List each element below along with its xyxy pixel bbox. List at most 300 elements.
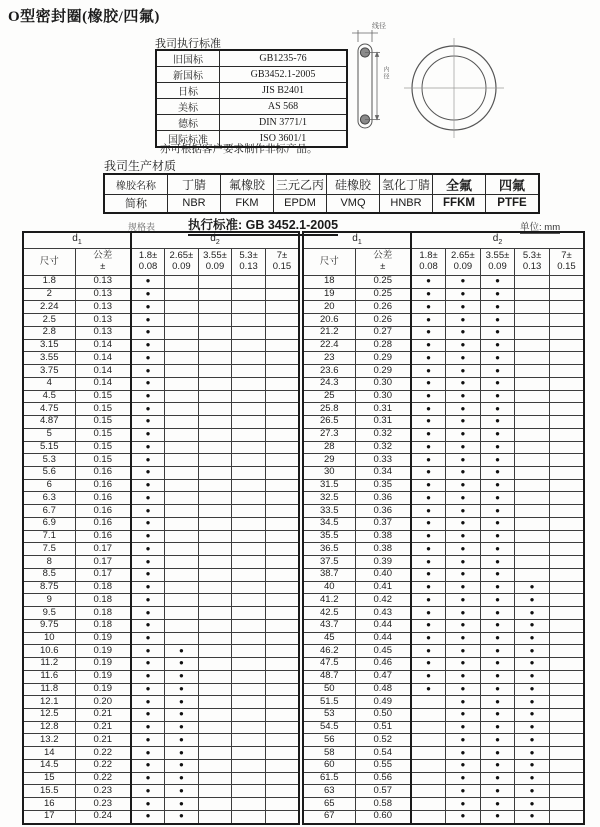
dot-cell — [131, 288, 165, 301]
dot-cell — [265, 632, 299, 645]
dot-cell — [411, 632, 446, 645]
dot-cell — [480, 467, 515, 480]
tolerance-cell: 0.60 — [355, 810, 411, 824]
size-cell: 2.24 — [23, 301, 75, 314]
spec-row — [23, 301, 299, 314]
spec-row — [303, 594, 584, 607]
materials-table-body — [104, 174, 539, 213]
tolerance-cell: 0.21 — [75, 721, 131, 734]
dot-cell — [265, 543, 299, 556]
availability-dot: ● — [495, 569, 500, 579]
dot-cell — [411, 556, 446, 569]
spec-row — [23, 403, 299, 416]
dot-cell — [198, 543, 232, 556]
availability-dot: ● — [460, 683, 466, 693]
availability-dot: ● — [495, 747, 500, 757]
spec-row — [23, 517, 299, 530]
size-cell: 10.6 — [23, 645, 75, 658]
availability-dot: ● — [145, 454, 151, 464]
dot-cell — [198, 581, 232, 594]
dot-cell — [549, 696, 584, 709]
dot-cell — [265, 390, 299, 403]
size-cell: 2.5 — [23, 314, 75, 327]
dot-cell — [265, 314, 299, 327]
dot-cell — [411, 696, 446, 709]
availability-dot: ● — [529, 607, 535, 617]
availability-dot: ● — [460, 276, 466, 286]
spec-row — [23, 276, 299, 289]
standard-name: 国际标准 — [156, 131, 220, 148]
dot-cell — [131, 785, 165, 798]
availability-dot: ● — [495, 454, 500, 464]
dot-cell — [446, 772, 481, 785]
dot-cell — [232, 810, 266, 824]
size-cell: 51.5 — [303, 696, 355, 709]
spec-row — [303, 670, 584, 683]
availability-dot: ● — [460, 480, 466, 490]
dot-cell — [411, 759, 446, 772]
availability-dot: ● — [145, 314, 151, 324]
dot-cell — [265, 556, 299, 569]
standard-row — [156, 83, 347, 99]
size-cell: 17 — [23, 810, 75, 824]
tolerance-cell: 0.25 — [355, 276, 411, 289]
tolerance-cell: 0.22 — [75, 772, 131, 785]
dot-cell — [232, 301, 266, 314]
material-name: 四氟 — [486, 174, 540, 195]
tolerance-cell: 0.18 — [75, 607, 131, 620]
size-cell: 56 — [303, 734, 355, 747]
standards-label: 我司执行标准 — [155, 38, 221, 50]
availability-dot: ● — [495, 365, 500, 375]
dot-cell — [131, 607, 165, 620]
dot-cell — [165, 416, 199, 429]
dot-cell — [549, 810, 584, 824]
spec-row — [303, 301, 584, 314]
availability-dot: ● — [495, 683, 500, 693]
availability-dot: ● — [495, 340, 500, 350]
availability-dot: ● — [426, 416, 431, 426]
dot-cell — [165, 301, 199, 314]
dot-cell — [515, 479, 550, 492]
tolerance-cell: 0.55 — [355, 759, 411, 772]
tolerance-cell: 0.19 — [75, 683, 131, 696]
size-cell: 2.8 — [23, 326, 75, 339]
availability-dot: ● — [529, 594, 535, 604]
dot-cell — [165, 810, 199, 824]
size-cell: 23.6 — [303, 365, 355, 378]
availability-dot: ● — [426, 403, 431, 413]
tolerance-cell: 0.14 — [75, 352, 131, 365]
tolerance-cell: 0.16 — [75, 517, 131, 530]
tolerance-cell: 0.51 — [355, 721, 411, 734]
availability-dot: ● — [495, 467, 500, 477]
dot-cell — [131, 759, 165, 772]
dot-cell — [131, 301, 165, 314]
dot-cell — [411, 467, 446, 480]
spec-col-header-row — [303, 249, 584, 276]
size-cell: 31.5 — [303, 479, 355, 492]
dot-cell — [165, 721, 199, 734]
spec-table — [302, 231, 585, 825]
availability-dot: ● — [460, 734, 466, 744]
dot-cell — [265, 377, 299, 390]
dot-cell — [131, 658, 165, 671]
dot-cell — [446, 721, 481, 734]
dot-cell — [131, 798, 165, 811]
tolerance-cell: 0.13 — [75, 288, 131, 301]
dot-cell — [232, 708, 266, 721]
availability-dot: ● — [460, 773, 466, 783]
availability-dot: ● — [460, 620, 466, 630]
spec-row — [23, 352, 299, 365]
dot-cell — [131, 632, 165, 645]
dot-cell — [515, 416, 550, 429]
dot-cell — [265, 479, 299, 492]
dot-cell — [198, 785, 232, 798]
d1-header: $d_1$ — [23, 232, 131, 249]
tolerance-cell: 0.18 — [75, 581, 131, 594]
dot-cell — [265, 416, 299, 429]
availability-dot: ● — [529, 734, 535, 744]
availability-dot: ● — [529, 709, 535, 719]
dot-cell — [480, 734, 515, 747]
availability-dot: ● — [145, 518, 151, 528]
dot-cell — [232, 530, 266, 543]
size-cell: 8.75 — [23, 581, 75, 594]
dot-cell — [265, 747, 299, 760]
dot-cell — [515, 619, 550, 632]
dot-cell — [549, 416, 584, 429]
availability-dot: ● — [460, 441, 466, 451]
spec-row — [23, 645, 299, 658]
tolerance-cell: 0.32 — [355, 441, 411, 454]
dot-cell — [232, 543, 266, 556]
dot-cell — [411, 517, 446, 530]
availability-dot: ● — [460, 594, 466, 604]
tolerance-cell: 0.13 — [75, 314, 131, 327]
d2-col-header: 2.65± 0.09 — [446, 249, 481, 276]
dot-cell — [232, 619, 266, 632]
tolerance-cell: 0.22 — [75, 747, 131, 760]
size-cell: 33.5 — [303, 505, 355, 518]
size-cell: 16 — [23, 798, 75, 811]
availability-dot: ● — [495, 658, 500, 668]
spec-row — [23, 416, 299, 429]
size-cell: 7.1 — [23, 530, 75, 543]
spec-row — [303, 759, 584, 772]
dot-cell — [131, 276, 165, 289]
dot-cell — [232, 594, 266, 607]
dot-cell — [198, 530, 232, 543]
tolerance-cell: 0.58 — [355, 798, 411, 811]
spec-row — [303, 785, 584, 798]
dot-cell — [165, 505, 199, 518]
availability-dot: ● — [426, 441, 431, 451]
size-cell: 4 — [23, 377, 75, 390]
dot-cell — [446, 467, 481, 480]
standard-row — [156, 99, 347, 115]
size-cell: 12.1 — [23, 696, 75, 709]
availability-dot: ● — [145, 683, 151, 693]
dot-cell — [232, 276, 266, 289]
tolerance-cell: 0.23 — [75, 798, 131, 811]
dot-cell — [446, 403, 481, 416]
tolerance-cell: 0.47 — [355, 670, 411, 683]
availability-dot: ● — [426, 492, 431, 502]
spec-row — [303, 696, 584, 709]
dot-cell — [515, 721, 550, 734]
wire-diameter-label: 线径 — [372, 22, 386, 30]
availability-dot: ● — [426, 556, 431, 566]
dot-cell — [480, 441, 515, 454]
size-cell: 11.8 — [23, 683, 75, 696]
availability-dot: ● — [178, 734, 184, 744]
size-cell: 5.3 — [23, 454, 75, 467]
availability-dot: ● — [460, 352, 466, 362]
availability-dot: ● — [529, 671, 535, 681]
dot-cell — [131, 492, 165, 505]
oring-front-view — [404, 38, 504, 138]
availability-dot: ● — [426, 314, 431, 324]
dot-cell — [446, 479, 481, 492]
spec-row — [303, 683, 584, 696]
spec-d-header-row — [23, 232, 299, 249]
dot-cell — [480, 301, 515, 314]
dot-cell — [198, 734, 232, 747]
dot-cell — [480, 658, 515, 671]
standard-row — [156, 50, 347, 67]
spec-row — [303, 314, 584, 327]
spec-row — [23, 772, 299, 785]
tolerance-cell: 0.19 — [75, 658, 131, 671]
dot-cell — [480, 276, 515, 289]
dot-cell — [165, 798, 199, 811]
spec-row — [23, 721, 299, 734]
dot-cell — [232, 658, 266, 671]
availability-dot: ● — [426, 505, 431, 515]
size-cell: 11.6 — [23, 670, 75, 683]
availability-dot: ● — [426, 543, 431, 553]
availability-dot: ● — [495, 671, 500, 681]
size-cell: 14 — [23, 747, 75, 760]
material-name: 三元乙丙 — [274, 174, 327, 195]
dot-cell — [480, 696, 515, 709]
dot-cell — [165, 441, 199, 454]
dot-cell — [549, 377, 584, 390]
dot-cell — [232, 607, 266, 620]
dot-cell — [446, 454, 481, 467]
tolerance-cell: 0.13 — [75, 326, 131, 339]
availability-dot: ● — [145, 429, 151, 439]
availability-dot: ● — [426, 467, 431, 477]
dot-cell — [549, 747, 584, 760]
availability-dot: ● — [145, 632, 151, 642]
dot-cell — [198, 683, 232, 696]
dot-cell — [131, 581, 165, 594]
standard-row — [156, 115, 347, 131]
dot-cell — [198, 747, 232, 760]
d2-col-header: 5.3± 0.13 — [232, 249, 266, 276]
size-cell: 10 — [23, 632, 75, 645]
dot-cell — [165, 594, 199, 607]
dot-cell — [549, 352, 584, 365]
availability-dot: ● — [426, 683, 431, 693]
size-cell: 25.8 — [303, 403, 355, 416]
dot-cell — [480, 454, 515, 467]
dot-cell — [549, 301, 584, 314]
dot-cell — [165, 632, 199, 645]
tolerance-cell: 0.24 — [75, 810, 131, 824]
dot-cell — [411, 734, 446, 747]
tolerance-cell: 0.15 — [75, 403, 131, 416]
dot-cell — [411, 479, 446, 492]
spec-row — [303, 708, 584, 721]
spec-row — [23, 708, 299, 721]
dot-cell — [265, 568, 299, 581]
spec-row — [303, 658, 584, 671]
availability-dot: ● — [145, 594, 151, 604]
spec-row — [23, 428, 299, 441]
spec-row — [303, 645, 584, 658]
dot-cell — [198, 619, 232, 632]
availability-dot: ● — [145, 582, 151, 592]
dot-cell — [411, 314, 446, 327]
dot-cell — [131, 314, 165, 327]
tolerance-cell: 0.25 — [355, 288, 411, 301]
dot-cell — [165, 467, 199, 480]
availability-dot: ● — [495, 632, 500, 642]
availability-dot: ● — [495, 518, 500, 528]
dot-cell — [515, 594, 550, 607]
availability-dot: ● — [460, 301, 466, 311]
availability-dot: ● — [495, 785, 500, 795]
availability-dot: ● — [426, 632, 431, 642]
availability-dot: ● — [426, 645, 431, 655]
spec-row — [23, 492, 299, 505]
availability-dot: ● — [145, 416, 151, 426]
tolerance-cell: 0.35 — [355, 479, 411, 492]
size-cell: 11.2 — [23, 658, 75, 671]
dot-cell — [411, 530, 446, 543]
dot-cell — [446, 492, 481, 505]
availability-dot: ● — [426, 391, 431, 401]
tolerance-cell: 0.16 — [75, 467, 131, 480]
tolerance-cell: 0.37 — [355, 517, 411, 530]
dot-cell — [411, 365, 446, 378]
spec-row — [303, 747, 584, 760]
availability-dot: ● — [495, 620, 500, 630]
dot-cell — [165, 288, 199, 301]
tolerance-cell: 0.31 — [355, 416, 411, 429]
dot-cell — [515, 645, 550, 658]
dot-cell — [515, 454, 550, 467]
material-names-row — [104, 174, 539, 195]
dot-cell — [411, 454, 446, 467]
dot-cell — [549, 658, 584, 671]
dot-cell — [265, 721, 299, 734]
size-header: 尺寸 — [303, 249, 355, 276]
dot-cell — [411, 441, 446, 454]
availability-dot: ● — [178, 696, 184, 706]
spec-standard: 执行标准: GB 3452.1-2005 — [188, 215, 338, 236]
availability-dot: ● — [495, 556, 500, 566]
dot-cell — [165, 696, 199, 709]
spec-row — [23, 734, 299, 747]
dot-cell — [198, 556, 232, 569]
dot-cell — [515, 365, 550, 378]
d2-header: $d_2$ — [411, 232, 584, 249]
size-cell: 50 — [303, 683, 355, 696]
dot-cell — [131, 543, 165, 556]
availability-dot: ● — [460, 518, 466, 528]
dot-cell — [131, 517, 165, 530]
size-cell: 14.5 — [23, 759, 75, 772]
dot-cell — [265, 492, 299, 505]
dot-cell — [515, 556, 550, 569]
availability-dot: ● — [426, 454, 431, 464]
dot-cell — [232, 326, 266, 339]
availability-dot: ● — [460, 811, 466, 821]
availability-dot: ● — [495, 429, 500, 439]
dot-cell — [232, 454, 266, 467]
size-cell: 18 — [303, 276, 355, 289]
availability-dot: ● — [145, 658, 151, 668]
spec-row — [23, 326, 299, 339]
dot-cell — [549, 607, 584, 620]
tolerance-cell: 0.17 — [75, 543, 131, 556]
dot-cell — [411, 619, 446, 632]
dot-cell — [265, 696, 299, 709]
dot-cell — [480, 619, 515, 632]
dot-cell — [549, 390, 584, 403]
dot-cell — [515, 517, 550, 530]
size-cell: 28 — [303, 441, 355, 454]
availability-dot: ● — [529, 658, 535, 668]
dot-cell — [446, 390, 481, 403]
availability-dot: ● — [529, 582, 535, 592]
size-cell: 58 — [303, 747, 355, 760]
dot-cell — [411, 683, 446, 696]
material-name: 全氟 — [433, 174, 486, 195]
dot-cell — [515, 530, 550, 543]
availability-dot: ● — [460, 403, 466, 413]
availability-dot: ● — [145, 441, 151, 451]
dot-cell — [198, 326, 232, 339]
dot-cell — [446, 594, 481, 607]
dot-cell — [165, 543, 199, 556]
spec-row — [303, 390, 584, 403]
tolerance-cell: 0.54 — [355, 747, 411, 760]
materials-table — [103, 173, 540, 214]
dot-cell — [165, 390, 199, 403]
dot-cell — [515, 377, 550, 390]
dot-cell — [265, 339, 299, 352]
dot-cell — [165, 759, 199, 772]
material-abbr: PTFE — [486, 195, 540, 213]
spec-row — [23, 594, 299, 607]
dot-cell — [165, 339, 199, 352]
size-cell: 61.5 — [303, 772, 355, 785]
tolerance-cell: 0.29 — [355, 352, 411, 365]
spec-row — [303, 492, 584, 505]
dot-cell — [480, 798, 515, 811]
dot-cell — [265, 785, 299, 798]
dot-cell — [480, 390, 515, 403]
spec-row — [303, 377, 584, 390]
material-abbr: EPDM — [274, 195, 327, 213]
dot-cell — [131, 467, 165, 480]
